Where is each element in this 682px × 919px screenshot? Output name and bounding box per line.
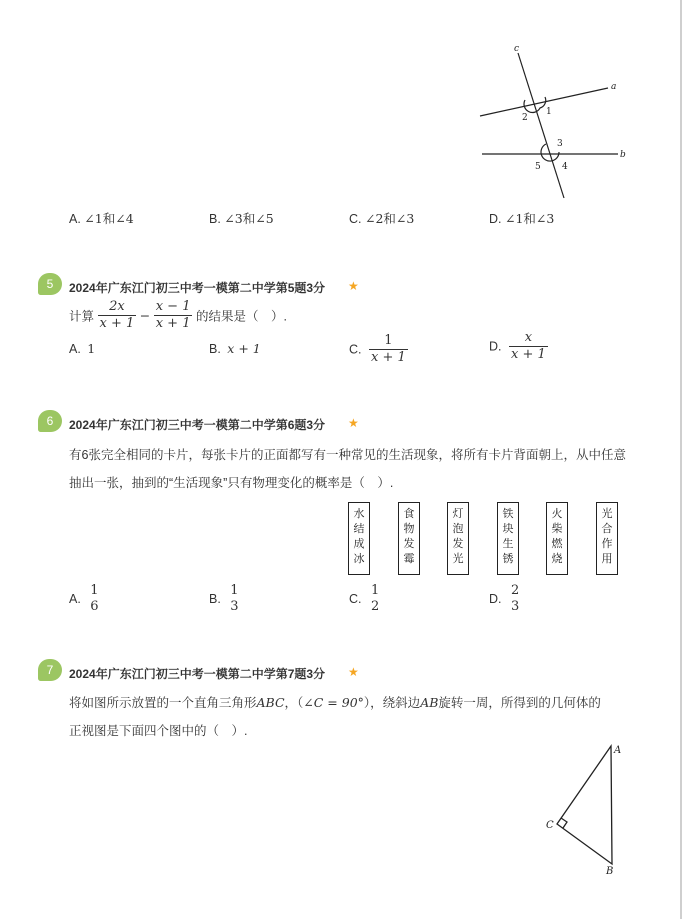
q6-option-d[interactable]: D. 2 3 <box>489 583 520 614</box>
phenomenon-card: 光 合 作 用 <box>596 502 618 575</box>
fraction: $\frac{2x}{x + 1}$ <box>99 299 135 331</box>
q5-option-c[interactable]: C. $\frac{1}{x + 1}$ <box>349 333 406 365</box>
label-angle-4: 4 <box>562 162 568 172</box>
label-a: a <box>611 82 617 92</box>
label-vertex-b: B <box>606 866 614 877</box>
right-triangle-figure <box>540 740 630 880</box>
q6-option-c[interactable]: C. 1 2 <box>349 583 380 614</box>
fraction: 2 3 <box>510 583 520 614</box>
q7-stem-line1: 将如图所示放置的一个直角三角形ABC，（∠C = 90°），绕斜边AB旋转一周，所得到的几何体的 <box>69 695 601 710</box>
q5-option-d[interactable]: D. $\frac{x}{x + 1}$ <box>489 330 546 362</box>
q5-option-b[interactable]: B. x + 1 <box>209 341 261 356</box>
q4-option-c[interactable]: C. ∠2和∠3 <box>349 211 415 226</box>
question-title: 2024年广东江门初三中考一模第二中学第5题3分 <box>69 281 326 295</box>
q6-option-b[interactable]: B. 1 3 <box>209 583 239 614</box>
fraction: 1 3 <box>230 583 239 614</box>
line-a <box>480 88 608 116</box>
difficulty-star-icon: ★ <box>348 665 359 679</box>
phenomenon-card: 火 柴 燃 烧 <box>546 502 568 575</box>
label-angle-3: 3 <box>557 139 563 149</box>
parallel-lines-figure <box>470 40 630 205</box>
label-angle-1: 1 <box>546 107 552 117</box>
q4-option-d[interactable]: D. ∠1和∠3 <box>489 211 555 226</box>
question-title: 2024年广东江门初三中考一模第二中学第6题3分 <box>69 418 326 432</box>
label-vertex-a: A <box>614 745 622 756</box>
question-number-badge: 5 <box>38 273 62 295</box>
difficulty-star-icon: ★ <box>348 416 359 430</box>
label-angle-5: 5 <box>535 162 541 172</box>
right-angle-mark <box>561 818 567 828</box>
q4-option-b[interactable]: B. ∠3和∠5 <box>209 211 274 226</box>
phenomenon-card: 水 结 成 冰 <box>348 502 370 575</box>
fraction: $\frac{x}{x + 1}$ <box>510 330 546 362</box>
triangle-abc <box>557 746 612 864</box>
question-number-badge: 6 <box>38 410 62 432</box>
question-number-badge: 7 <box>38 659 62 681</box>
q5-stem: 计算 $\frac{2x}{x + 1}$ − $\frac{x - 1}{x + 1}$ 的结果是（ ）. <box>69 299 287 331</box>
q6-stem-line2: 抽出一张，抽到的“生活现象”只有物理变化的概率是（ ）. <box>69 476 394 490</box>
label-vertex-c: C <box>546 820 554 831</box>
fraction: $\frac{x - 1}{x + 1}$ <box>155 299 191 331</box>
q4-option-a[interactable]: A. ∠1和∠4 <box>69 211 134 226</box>
phenomenon-card: 铁 块 生 锈 <box>497 502 519 575</box>
q5-option-a[interactable]: A. 1 <box>69 341 96 356</box>
fraction: $\frac{1}{x + 1}$ <box>370 333 406 365</box>
label-b: b <box>620 150 626 160</box>
q6-stem-line1: 有6张完全相同的卡片，每张卡片的正面都写有一种常见的生活现象，将所有卡片背面朝上，从中任意 <box>69 448 626 462</box>
label-c: c <box>514 44 520 54</box>
question-title: 2024年广东江门初三中考一模第二中学第7题3分 <box>69 667 326 681</box>
fraction: 1 6 <box>90 583 99 614</box>
label-angle-2: 2 <box>522 113 528 123</box>
q7-stem-line2: 正视图是下面四个图中的（ ）. <box>69 724 248 738</box>
phenomenon-card: 灯 泡 发 光 <box>447 502 469 575</box>
difficulty-star-icon: ★ <box>348 279 359 293</box>
fraction: 1 2 <box>370 583 380 614</box>
q6-option-a[interactable]: A. 1 6 <box>69 583 99 614</box>
line-c <box>518 53 564 198</box>
phenomenon-card: 食 物 发 霉 <box>398 502 420 575</box>
